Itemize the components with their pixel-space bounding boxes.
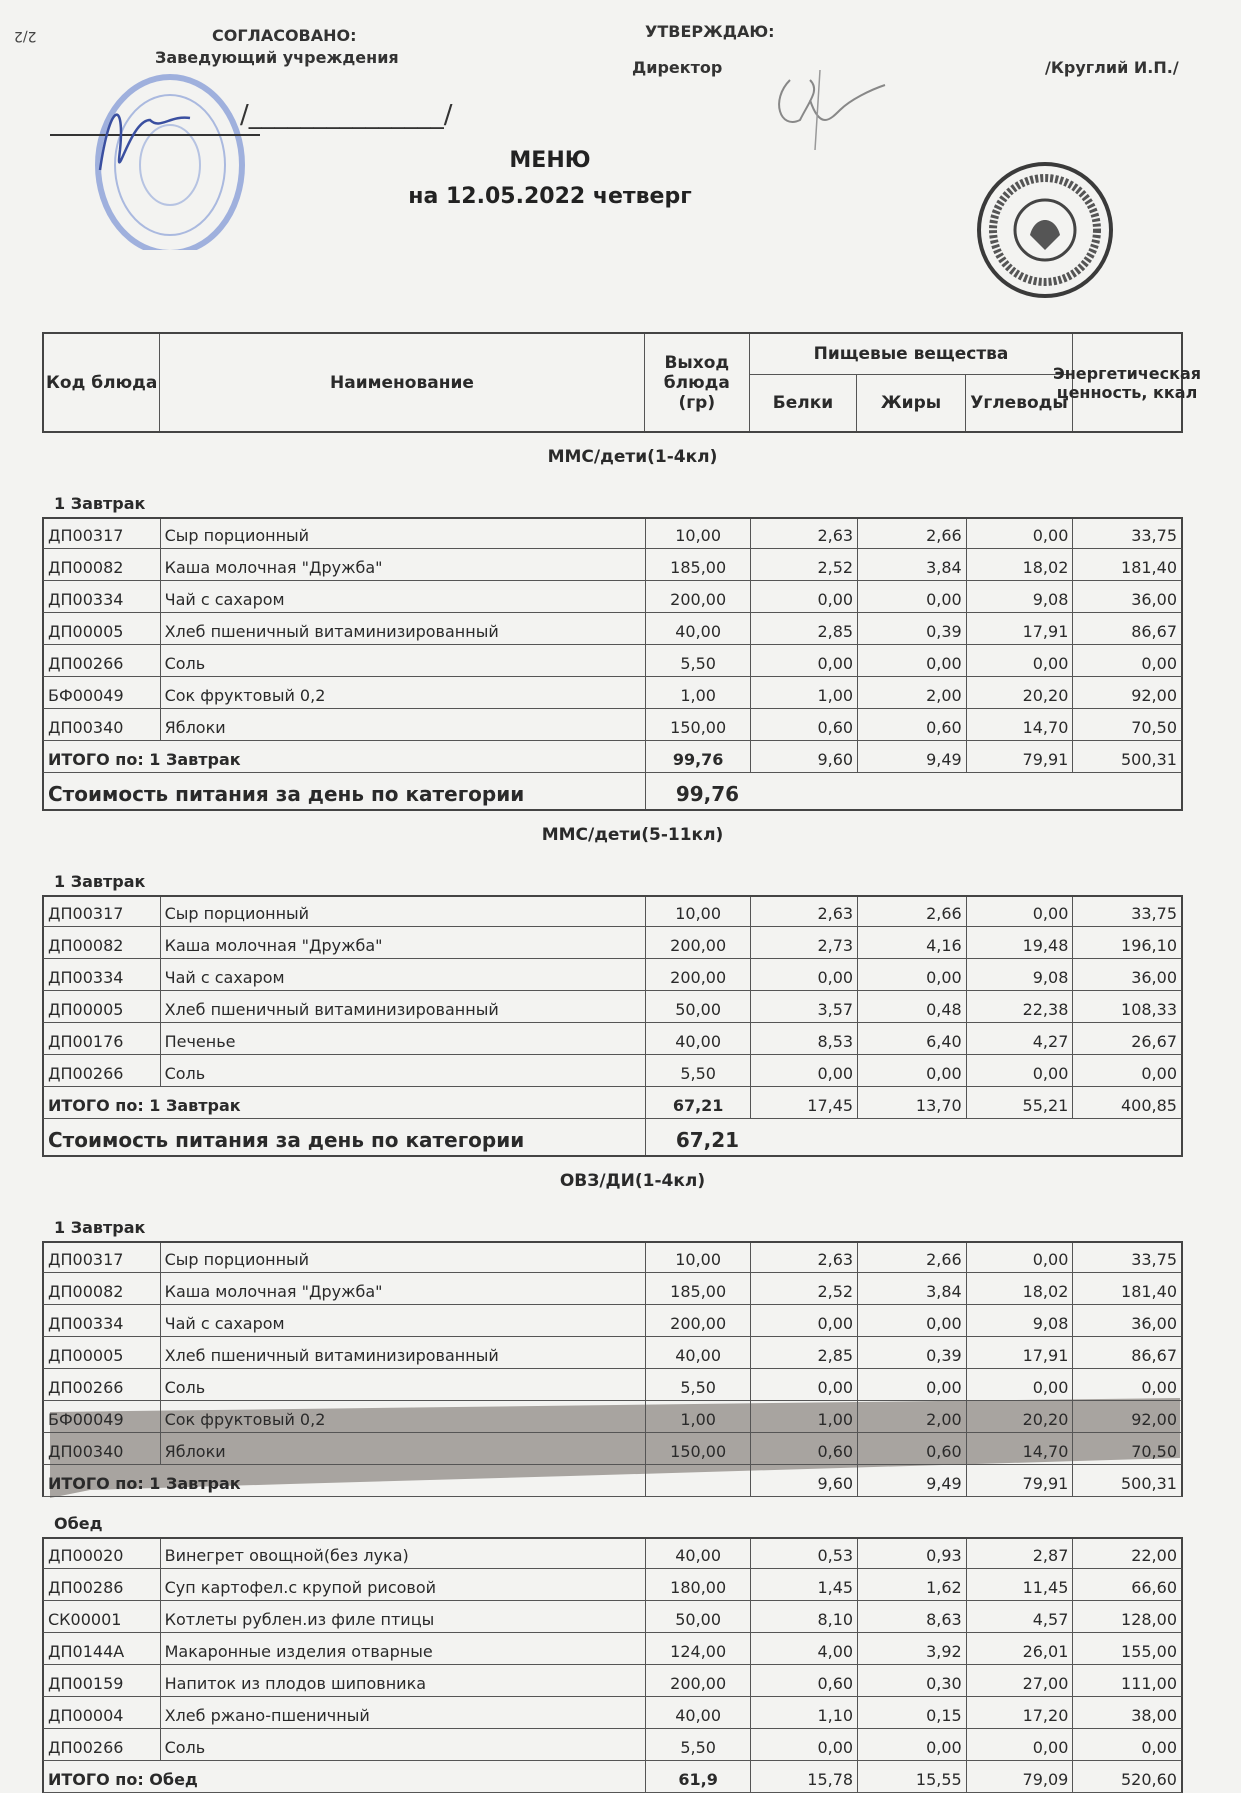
carbs-cell: 14,70 (967, 1433, 1074, 1464)
fats-cell: 0,30 (858, 1665, 967, 1696)
section-title: ММС/дети(1-4кл) (547, 447, 718, 467)
code-cell: ДП00317 (44, 897, 161, 926)
code-cell: ДП00340 (44, 1433, 161, 1464)
fats-cell: 0,00 (858, 645, 967, 676)
name-cell: Печенье (161, 1023, 646, 1054)
meal-title: 1 Завтрак (54, 1218, 146, 1237)
fats-cell: 3,84 (858, 1273, 967, 1304)
proteins-cell: 0,00 (751, 1369, 858, 1400)
header-fats: Жиры (857, 375, 966, 431)
energy-cell: 0,00 (1141, 1378, 1177, 1397)
energy-cell: 196,10 (1121, 936, 1177, 955)
table-row (42, 895, 1183, 927)
fats-cell: 0,00 (858, 1055, 967, 1086)
header-nutrients-group (750, 334, 1073, 431)
total-cell: 9,49 (858, 741, 967, 772)
energy-cell: 181,40 (1121, 558, 1177, 577)
yield-cell: 185,00 (646, 1273, 752, 1304)
yield-cell: 200,00 (646, 959, 752, 990)
carbs-cell: 11,45 (967, 1569, 1074, 1600)
energy-cell: 33,75 (1131, 1250, 1177, 1269)
name-cell: Яблоки (161, 1433, 646, 1464)
energy-cell: 92,00 (1131, 686, 1177, 705)
proteins-cell: 0,00 (751, 959, 858, 990)
total-cell: 55,21 (967, 1087, 1074, 1118)
cost-label: Стоимость питания за день по категории (44, 1119, 646, 1155)
code-cell: ДП00176 (44, 1023, 161, 1054)
cost-row (42, 1119, 1183, 1157)
name-cell: Чай с сахаром (161, 1305, 646, 1336)
carbs-cell: 0,00 (967, 1055, 1074, 1086)
table-row (42, 1241, 1183, 1273)
page-title: МЕНЮ (509, 148, 591, 173)
code-cell: СК00001 (44, 1601, 161, 1632)
energy-cell: 0,00 (1141, 1738, 1177, 1757)
energy-cell: 128,00 (1121, 1610, 1177, 1629)
meal-title: Обед (54, 1514, 103, 1533)
yield-cell: 50,00 (646, 1601, 752, 1632)
table-row (42, 1401, 1183, 1433)
yield-cell: 200,00 (646, 581, 752, 612)
approval-left-position: Заведующий учреждения (155, 48, 399, 67)
proteins-cell: 1,00 (751, 677, 858, 708)
fats-cell: 0,48 (858, 991, 967, 1022)
name-cell: Соль (161, 1055, 646, 1086)
yield-cell: 5,50 (646, 1729, 752, 1760)
total-cell: 9,60 (751, 1465, 858, 1496)
header-nutrients: Пищевые вещества (750, 334, 1072, 375)
carbs-cell: 18,02 (967, 1273, 1074, 1304)
carbs-cell: 0,00 (967, 519, 1074, 548)
code-cell: ДП00004 (44, 1697, 161, 1728)
name-cell: Каша молочная "Дружба" (161, 549, 646, 580)
total-row (42, 741, 1183, 773)
fats-cell: 2,66 (858, 897, 967, 926)
energy-cell: 66,60 (1131, 1578, 1177, 1597)
carbs-cell: 20,20 (967, 1401, 1074, 1432)
fats-cell: 2,66 (858, 1243, 967, 1272)
proteins-cell: 1,10 (751, 1697, 858, 1728)
fats-cell: 0,15 (858, 1697, 967, 1728)
energy-cell: 0,00 (1141, 654, 1177, 673)
approval-right-position: Директор (632, 58, 723, 77)
meal-title: 1 Завтрак (54, 494, 146, 513)
carbs-cell: 0,00 (967, 1243, 1074, 1272)
carbs-cell: 20,20 (967, 677, 1074, 708)
table-row (42, 709, 1183, 741)
proteins-cell: 0,53 (751, 1539, 858, 1568)
fats-cell: 0,39 (858, 1337, 967, 1368)
yield-cell: 1,00 (646, 677, 752, 708)
table-row (42, 1337, 1183, 1369)
proteins-cell: 1,00 (751, 1401, 858, 1432)
energy-cell: 36,00 (1131, 968, 1177, 987)
total-label: ИТОГО по: 1 Завтрак (44, 1087, 646, 1118)
proteins-cell: 2,52 (751, 1273, 858, 1304)
proteins-cell: 0,00 (751, 1305, 858, 1336)
code-cell: ДП00334 (44, 959, 161, 990)
energy-cell: 181,40 (1121, 1282, 1177, 1301)
carbs-cell: 9,08 (967, 959, 1074, 990)
code-cell: БФ00049 (44, 1401, 161, 1432)
total-label: ИТОГО по: 1 Завтрак (44, 741, 646, 772)
cost-label: Стоимость питания за день по категории (44, 773, 646, 809)
page-subtitle: на 12.05.2022 четверг (408, 184, 692, 209)
fats-cell: 0,00 (858, 581, 967, 612)
code-cell: ДП00317 (44, 1243, 161, 1272)
table-row (42, 1023, 1183, 1055)
code-cell: ДП00266 (44, 1369, 161, 1400)
total-cell: 79,91 (967, 1465, 1074, 1496)
carbs-cell: 4,57 (967, 1601, 1074, 1632)
energy-cell: 26,67 (1131, 1032, 1177, 1051)
code-cell: ДП00266 (44, 1729, 161, 1760)
name-cell: Хлеб ржано-пшеничный (161, 1697, 646, 1728)
carbs-cell: 0,00 (967, 1369, 1074, 1400)
header-yield: Выход блюда (гр) (645, 334, 750, 431)
approval-right-label: УТВЕРЖДАЮ: (645, 22, 775, 41)
code-cell: ДП00082 (44, 549, 161, 580)
table-row (42, 549, 1183, 581)
yield-cell: 40,00 (646, 613, 752, 644)
table-row (42, 1055, 1183, 1087)
fats-cell: 8,63 (858, 1601, 967, 1632)
fats-cell: 0,39 (858, 613, 967, 644)
stamp-right-icon (975, 160, 1115, 300)
name-cell: Сыр порционный (161, 1243, 646, 1272)
carbs-cell: 26,01 (967, 1633, 1074, 1664)
total-cell: 79,91 (967, 741, 1074, 772)
code-cell: ДП00266 (44, 645, 161, 676)
name-cell: Хлеб пшеничный витаминизированный (161, 991, 646, 1022)
code-cell: ДП00317 (44, 519, 161, 548)
table-row (42, 517, 1183, 549)
energy-cell: 111,00 (1121, 1674, 1177, 1693)
table-row (42, 645, 1183, 677)
energy-cell: 70,50 (1131, 718, 1177, 737)
table-row (42, 613, 1183, 645)
name-cell: Каша молочная "Дружба" (161, 1273, 646, 1304)
table-row (42, 1433, 1183, 1465)
proteins-cell: 0,00 (751, 645, 858, 676)
approval-left-signature-line: /_______________/ (240, 100, 453, 130)
proteins-cell: 8,53 (751, 1023, 858, 1054)
fats-cell: 0,00 (858, 1369, 967, 1400)
proteins-cell: 8,10 (751, 1601, 858, 1632)
table-row (42, 581, 1183, 613)
proteins-cell: 2,63 (751, 1243, 858, 1272)
proteins-cell: 0,60 (751, 1433, 858, 1464)
cost-value: 67,21 (675, 1128, 740, 1152)
name-cell: Соль (161, 1729, 646, 1760)
yield-cell: 1,00 (646, 1401, 752, 1432)
proteins-cell: 2,85 (751, 613, 858, 644)
energy-cell: 92,00 (1131, 1410, 1177, 1429)
carbs-cell: 4,27 (967, 1023, 1074, 1054)
stamp-left-icon (50, 60, 300, 250)
energy-cell: 155,00 (1121, 1642, 1177, 1661)
total-cell: 500,31 (1121, 750, 1177, 769)
proteins-cell: 2,85 (751, 1337, 858, 1368)
name-cell: Суп картофел.с крупой рисовой (161, 1569, 646, 1600)
table-header (42, 332, 1202, 433)
approval-right-name: /Круглий И.П./ (1045, 58, 1179, 77)
yield-cell: 150,00 (646, 709, 752, 740)
table-row (42, 1729, 1183, 1761)
fats-cell: 2,00 (858, 677, 967, 708)
energy-cell: 0,00 (1141, 1064, 1177, 1083)
code-cell: ДП00159 (44, 1665, 161, 1696)
cost-row (42, 773, 1183, 811)
fats-cell: 0,00 (858, 1729, 967, 1760)
energy-cell: 86,67 (1131, 1346, 1177, 1365)
total-cell (646, 1465, 752, 1496)
yield-cell: 40,00 (646, 1337, 752, 1368)
total-cell: 500,31 (1121, 1474, 1177, 1493)
total-cell: 9,49 (858, 1465, 967, 1496)
name-cell: Соль (161, 645, 646, 676)
table-row (42, 677, 1183, 709)
code-cell: БФ00049 (44, 677, 161, 708)
name-cell: Напиток из плодов шиповника (161, 1665, 646, 1696)
name-cell: Макаронные изделия отварные (161, 1633, 646, 1664)
yield-cell: 150,00 (646, 1433, 752, 1464)
code-cell: ДП00005 (44, 991, 161, 1022)
proteins-cell: 0,00 (751, 581, 858, 612)
total-cell: 99,76 (646, 741, 752, 772)
name-cell: Яблоки (161, 709, 646, 740)
yield-cell: 10,00 (646, 1243, 752, 1272)
table-row (42, 1273, 1183, 1305)
fats-cell: 2,66 (858, 519, 967, 548)
proteins-cell: 2,63 (751, 519, 858, 548)
table-row (42, 959, 1183, 991)
meal-title: 1 Завтрак (54, 872, 146, 891)
section-title: ОВЗ/ДИ(1-4кл) (559, 1171, 706, 1191)
energy-cell: 36,00 (1131, 590, 1177, 609)
yield-cell: 10,00 (646, 519, 752, 548)
code-cell: ДП00082 (44, 927, 161, 958)
energy-cell: 108,33 (1121, 1000, 1177, 1019)
carbs-cell: 17,91 (967, 613, 1074, 644)
total-row (42, 1761, 1183, 1793)
carbs-cell: 9,08 (967, 581, 1074, 612)
yield-cell: 40,00 (646, 1023, 752, 1054)
energy-cell: 22,00 (1131, 1546, 1177, 1565)
yield-cell: 5,50 (646, 1369, 752, 1400)
section-title: ММС/дети(5-11кл) (541, 825, 724, 845)
energy-cell: 36,00 (1131, 1314, 1177, 1333)
proteins-cell: 1,45 (751, 1569, 858, 1600)
proteins-cell: 0,00 (751, 1729, 858, 1760)
yield-cell: 40,00 (646, 1539, 752, 1568)
name-cell: Хлеб пшеничный витаминизированный (161, 613, 646, 644)
yield-cell: 5,50 (646, 645, 752, 676)
total-label: ИТОГО по: 1 Завтрак (44, 1465, 646, 1496)
name-cell: Чай с сахаром (161, 581, 646, 612)
code-cell: ДП00005 (44, 613, 161, 644)
name-cell: Каша молочная "Дружба" (161, 927, 646, 958)
carbs-cell: 18,02 (967, 549, 1074, 580)
fats-cell: 0,60 (858, 709, 967, 740)
fats-cell: 4,16 (858, 927, 967, 958)
yield-cell: 200,00 (646, 1305, 752, 1336)
code-cell: ДП00266 (44, 1055, 161, 1086)
name-cell: Соль (161, 1369, 646, 1400)
total-cell: 400,85 (1121, 1096, 1177, 1115)
carbs-cell: 0,00 (967, 897, 1074, 926)
header-energy: Энергетическая ценность, ккал (1052, 363, 1202, 402)
fats-cell: 0,93 (858, 1539, 967, 1568)
name-cell: Хлеб пшеничный витаминизированный (161, 1337, 646, 1368)
fats-cell: 0,00 (858, 959, 967, 990)
carbs-cell: 2,87 (967, 1539, 1074, 1568)
total-cell: 13,70 (858, 1087, 967, 1118)
table-row (42, 1569, 1183, 1601)
carbs-cell: 19,48 (967, 927, 1074, 958)
fats-cell: 2,00 (858, 1401, 967, 1432)
proteins-cell: 0,00 (751, 1055, 858, 1086)
table-row (42, 991, 1183, 1023)
code-cell: ДП00020 (44, 1539, 161, 1568)
total-cell: 15,78 (751, 1761, 858, 1792)
proteins-cell: 0,60 (751, 709, 858, 740)
name-cell: Котлеты рублен.из филе птицы (161, 1601, 646, 1632)
code-cell: ДП00334 (44, 1305, 161, 1336)
table-row (42, 1537, 1183, 1569)
fats-cell: 1,62 (858, 1569, 967, 1600)
table-row (42, 1665, 1183, 1697)
total-cell: 79,09 (967, 1761, 1074, 1792)
total-cell: 15,55 (858, 1761, 967, 1792)
total-cell: 9,60 (751, 741, 858, 772)
proteins-cell: 0,60 (751, 1665, 858, 1696)
total-row (42, 1087, 1183, 1119)
yield-cell: 200,00 (646, 927, 752, 958)
proteins-cell: 2,63 (751, 897, 858, 926)
energy-cell: 70,50 (1131, 1442, 1177, 1461)
table-row (42, 1633, 1183, 1665)
carbs-cell: 0,00 (967, 645, 1074, 676)
code-cell: ДП00082 (44, 1273, 161, 1304)
header-proteins: Белки (750, 375, 857, 431)
yield-cell: 5,50 (646, 1055, 752, 1086)
proteins-cell: 2,52 (751, 549, 858, 580)
proteins-cell: 3,57 (751, 991, 858, 1022)
yield-cell: 200,00 (646, 1665, 752, 1696)
carbs-cell: 0,00 (967, 1729, 1074, 1760)
yield-cell: 10,00 (646, 897, 752, 926)
code-cell: ДП00286 (44, 1569, 161, 1600)
fats-cell: 3,84 (858, 549, 967, 580)
total-row (42, 1465, 1183, 1497)
header-name: Наименование (160, 334, 644, 431)
header-carbs: Углеводы (970, 393, 1068, 413)
code-cell: ДП00340 (44, 709, 161, 740)
yield-cell: 185,00 (646, 549, 752, 580)
fats-cell: 0,00 (858, 1305, 967, 1336)
page-marker: 2/2 (14, 28, 37, 44)
code-cell: ДП00005 (44, 1337, 161, 1368)
yield-cell: 50,00 (646, 991, 752, 1022)
code-cell: ДП00334 (44, 581, 161, 612)
carbs-cell: 22,38 (967, 991, 1074, 1022)
total-cell: 67,21 (646, 1087, 752, 1118)
signature-director-icon (760, 60, 900, 160)
total-cell: 520,60 (1121, 1770, 1177, 1789)
yield-cell: 124,00 (646, 1633, 752, 1664)
total-label: ИТОГО по: Обед (44, 1761, 646, 1792)
total-cell: 61,9 (646, 1761, 752, 1792)
energy-cell: 33,75 (1131, 526, 1177, 545)
proteins-cell: 2,73 (751, 927, 858, 958)
carbs-cell: 14,70 (967, 709, 1074, 740)
menu-table (42, 332, 1202, 1793)
table-row (42, 1369, 1183, 1401)
carbs-cell: 9,08 (967, 1305, 1074, 1336)
yield-cell: 40,00 (646, 1697, 752, 1728)
table-row (42, 1601, 1183, 1633)
table-row (42, 927, 1183, 959)
code-cell: ДП0144А (44, 1633, 161, 1664)
fats-cell: 6,40 (858, 1023, 967, 1054)
name-cell: Сыр порционный (161, 519, 646, 548)
name-cell: Сыр порционный (161, 897, 646, 926)
approval-left-label: СОГЛАСОВАНО: (212, 26, 357, 45)
carbs-cell: 17,91 (967, 1337, 1074, 1368)
fats-cell: 0,60 (858, 1433, 967, 1464)
name-cell: Чай с сахаром (161, 959, 646, 990)
fats-cell: 3,92 (858, 1633, 967, 1664)
yield-cell: 180,00 (646, 1569, 752, 1600)
table-row (42, 1697, 1183, 1729)
cost-value: 99,76 (675, 782, 740, 806)
carbs-cell: 17,20 (967, 1697, 1074, 1728)
carbs-cell: 27,00 (967, 1665, 1074, 1696)
proteins-cell: 4,00 (751, 1633, 858, 1664)
name-cell: Сок фруктовый 0,2 (161, 1401, 646, 1432)
energy-cell: 86,67 (1131, 622, 1177, 641)
energy-cell: 38,00 (1131, 1706, 1177, 1725)
name-cell: Винегрет овощной(без лука) (161, 1539, 646, 1568)
table-row (42, 1305, 1183, 1337)
total-cell: 17,45 (751, 1087, 858, 1118)
name-cell: Сок фруктовый 0,2 (161, 677, 646, 708)
header-code: Код блюда (44, 334, 160, 431)
energy-cell: 33,75 (1131, 904, 1177, 923)
